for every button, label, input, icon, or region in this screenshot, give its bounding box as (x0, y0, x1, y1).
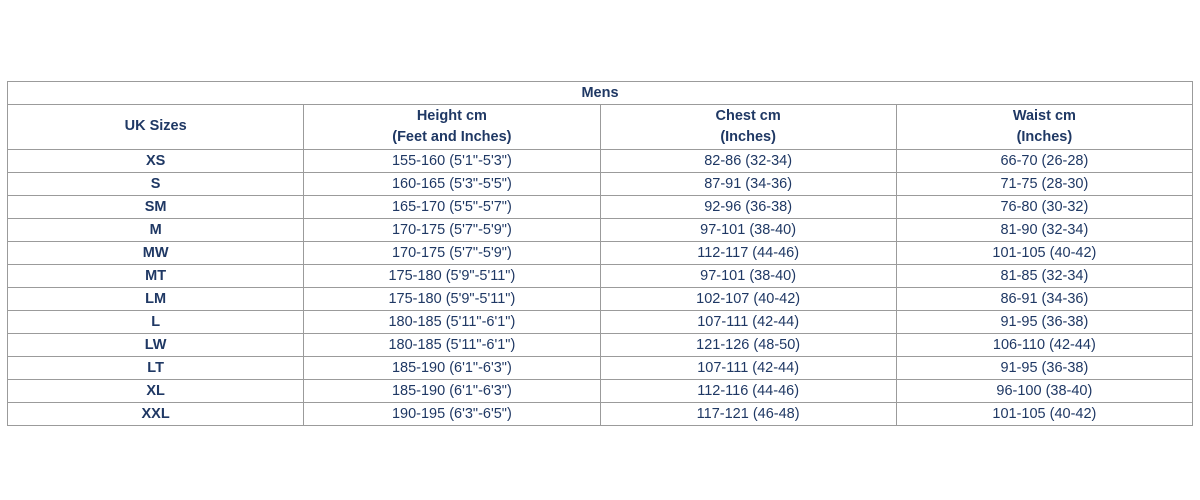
height-cell: 175-180 (5'9"-5'11") (304, 288, 600, 311)
waist-cell: 91-95 (36-38) (896, 357, 1192, 380)
size-cell: XL (8, 380, 304, 403)
size-cell: LW (8, 334, 304, 357)
chest-cell: 107-111 (42-44) (600, 357, 896, 380)
size-cell: XXL (8, 403, 304, 426)
size-cell: LM (8, 288, 304, 311)
col-header-line1: Waist cm (1012, 107, 1076, 124)
height-cell: 160-165 (5'3"-5'5") (304, 173, 600, 196)
height-cell: 155-160 (5'1"-5'3") (304, 150, 600, 173)
chest-cell: 112-116 (44-46) (600, 380, 896, 403)
table-row (8, 334, 1193, 357)
waist-cell: 96-100 (38-40) (896, 380, 1192, 403)
col-header-line2: (Inches) (720, 129, 776, 145)
waist-cell: 106-110 (42-44) (896, 334, 1192, 357)
chest-cell: 121-126 (48-50) (600, 334, 896, 357)
chest-cell: 87-91 (34-36) (600, 173, 896, 196)
table-row (8, 403, 1193, 426)
chest-cell: 112-117 (44-46) (600, 242, 896, 265)
waist-cell: 101-105 (40-42) (896, 403, 1192, 426)
height-cell: 175-180 (5'9"-5'11") (304, 265, 600, 288)
chest-cell: 117-121 (46-48) (600, 403, 896, 426)
waist-cell: 81-85 (32-34) (896, 265, 1192, 288)
table-row (8, 196, 1193, 219)
height-cell: 185-190 (6'1"-6'3") (304, 357, 600, 380)
chest-cell: 97-101 (38-40) (600, 265, 896, 288)
chest-cell: 107-111 (42-44) (600, 311, 896, 334)
table-row (8, 219, 1193, 242)
size-cell: LT (8, 357, 304, 380)
waist-cell: 66-70 (26-28) (896, 150, 1192, 173)
table-row (8, 380, 1193, 403)
size-cell: XS (8, 150, 304, 173)
size-cell: M (8, 219, 304, 242)
col-header-line2: (Inches) (1016, 129, 1073, 145)
table-row (8, 288, 1193, 311)
height-cell: 165-170 (5'5"-5'7") (304, 196, 600, 219)
waist-cell: 71-75 (28-30) (896, 173, 1192, 196)
size-cell: L (8, 311, 304, 334)
col-header-waist (896, 105, 1192, 150)
chest-cell: 92-96 (36-38) (600, 196, 896, 219)
table-row (8, 242, 1193, 265)
table-row (8, 265, 1193, 288)
table-title-row (8, 82, 1193, 105)
height-cell: 180-185 (5'11"-6'1") (304, 311, 600, 334)
height-cell: 170-175 (5'7"-5'9") (304, 242, 600, 265)
col-header-chest (600, 105, 896, 150)
waist-cell: 76-80 (30-32) (896, 196, 1192, 219)
size-cell: MW (8, 242, 304, 265)
chest-cell: 97-101 (38-40) (600, 219, 896, 242)
waist-cell: 81-90 (32-34) (896, 219, 1192, 242)
chest-cell: 102-107 (40-42) (600, 288, 896, 311)
size-cell: MT (8, 265, 304, 288)
table-row (8, 357, 1193, 380)
waist-cell: 101-105 (40-42) (896, 242, 1192, 265)
height-cell: 190-195 (6'3"-6'5") (304, 403, 600, 426)
waist-cell: 86-91 (34-36) (896, 288, 1192, 311)
height-cell: 185-190 (6'1"-6'3") (304, 380, 600, 403)
waist-cell: 91-95 (36-38) (896, 311, 1192, 334)
size-cell: SM (8, 196, 304, 219)
col-header-label: UK Sizes (124, 118, 187, 135)
col-header-uk-sizes (8, 105, 304, 150)
size-cell: S (8, 173, 304, 196)
table-title: Mens (8, 82, 1193, 105)
table-row (8, 150, 1193, 173)
table-header-row (8, 105, 1193, 150)
table-row (8, 173, 1193, 196)
table-row (8, 311, 1193, 334)
height-cell: 170-175 (5'7"-5'9") (304, 219, 600, 242)
mens-size-table (7, 81, 1193, 426)
height-cell: 180-185 (5'11"-6'1") (304, 334, 600, 357)
col-header-height (304, 105, 600, 150)
chest-cell: 82-86 (32-34) (600, 150, 896, 173)
col-header-line1: Chest cm (715, 107, 781, 124)
col-header-line1: Height cm (416, 107, 487, 124)
col-header-line2: (Feet and Inches) (392, 129, 512, 145)
